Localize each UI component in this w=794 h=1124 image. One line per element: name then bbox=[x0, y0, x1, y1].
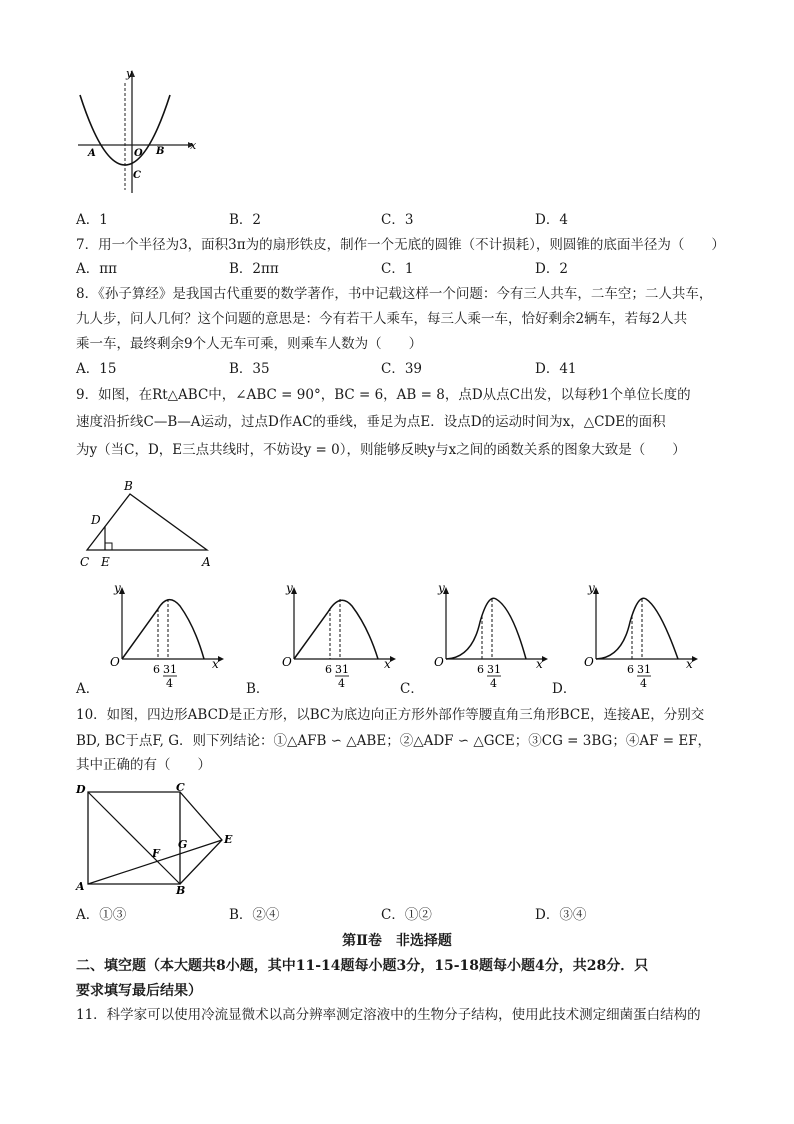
q10-label-E: E bbox=[224, 833, 233, 846]
q9b-label-O: O bbox=[282, 655, 292, 669]
q7-option-b: B．2ππ bbox=[229, 261, 279, 277]
q9-tri-label-B: B bbox=[124, 479, 133, 493]
q9-option-a: A． bbox=[76, 681, 100, 697]
q9-triangle-figure bbox=[72, 474, 222, 574]
q9c-curve bbox=[446, 598, 526, 659]
q9b-x-arrow bbox=[390, 656, 396, 662]
q10-label-C: C bbox=[176, 781, 185, 794]
q9c-label-O: O bbox=[434, 655, 444, 669]
section-title: 第Ⅱ卷 非选择题 bbox=[342, 933, 452, 949]
q8-option-b: B．35 bbox=[229, 361, 270, 377]
q9-option-c: C． bbox=[400, 681, 424, 697]
q6-option-a: A．1 bbox=[76, 212, 108, 228]
q8-option-c: C．39 bbox=[381, 361, 423, 377]
q9c-label-31: 31 bbox=[487, 663, 501, 676]
q9b-label-31: 31 bbox=[335, 663, 349, 676]
q9a-label-31: 31 bbox=[163, 663, 177, 676]
q10-option-b: B．②④ bbox=[229, 907, 280, 923]
q10-diagonal-BD bbox=[88, 792, 180, 884]
q9a-x-arrow bbox=[218, 656, 224, 662]
part2-heading-line2: 要求填写最后结果） bbox=[76, 983, 202, 999]
q10-label-G: G bbox=[178, 838, 188, 851]
q9-stem-line1: 9．如图，在Rt△ABC中，∠ABC = 90°，BC = 6，AB = 8，点D从点C出发，以每秒1个单位长度的 bbox=[76, 387, 691, 403]
q9c-x-arrow bbox=[542, 656, 548, 662]
q9d-label-31: 31 bbox=[637, 663, 651, 676]
q9a-label-4: 4 bbox=[166, 677, 173, 690]
q7-option-a: A．ππ bbox=[76, 261, 117, 277]
q9b-label-x: x bbox=[384, 657, 391, 671]
q10-option-c: C．①② bbox=[381, 907, 432, 923]
q9a-label-6: 6 bbox=[153, 663, 160, 676]
q9b-curve bbox=[294, 600, 378, 659]
q6-label-y: y bbox=[126, 67, 133, 80]
q9c-label-x: x bbox=[536, 657, 543, 671]
q10-label-B: B bbox=[176, 884, 186, 895]
q9-graph-d bbox=[574, 582, 704, 692]
q10-square-figure bbox=[70, 780, 245, 895]
q9d-x-arrow bbox=[692, 656, 698, 662]
q10-option-d: D．③④ bbox=[535, 907, 587, 923]
q9c-label-6: 6 bbox=[477, 663, 484, 676]
q9a-label-O: O bbox=[110, 655, 120, 669]
q9-option-d: D． bbox=[552, 681, 577, 697]
q9-stem-line3: 为y（当C，D，E三点共线时，不妨设y = 0），则能够反映y与x之间的函数关系的图象大致是（ ） bbox=[76, 442, 686, 458]
q9a-label-x: x bbox=[212, 657, 219, 671]
q9c-label-y: y bbox=[438, 582, 445, 595]
q8-option-a: A．15 bbox=[76, 361, 117, 377]
q6-parabola-figure bbox=[70, 65, 200, 195]
q9b-label-4: 4 bbox=[338, 677, 345, 690]
q11-stem-line1: 11．科学家可以使用冷流显微术以高分辨率测定溶液中的生物分子结构，使用此技术测定细菌蛋白结构的 bbox=[76, 1007, 701, 1023]
q9d-label-O: O bbox=[584, 655, 594, 669]
q7-option-d: D．2 bbox=[535, 261, 568, 277]
q9-right-angle-mark bbox=[105, 543, 112, 550]
q8-stem-line3: 乘一车，最终剩余9个人无车可乘，则乘车人数为（ ） bbox=[76, 336, 423, 352]
q10-label-F: F bbox=[152, 847, 160, 860]
q9a-curve bbox=[122, 600, 204, 659]
q9-option-b: B． bbox=[246, 681, 270, 697]
q10-stem-line2: BD, BC于点F, G．则下列结论：①△AFB ∽ △ABE；②△ADF ∽ △GCE；③CG = 3BG；④AF = EF， bbox=[76, 733, 712, 749]
q6-label-C: C bbox=[133, 170, 141, 181]
q10-label-D: D bbox=[76, 783, 86, 796]
q9-graph-a bbox=[100, 582, 230, 692]
part2-heading-line1: 二、填空题（本大题共8小题，其中11-14题每小题3分，15-18题每小题4分，共28分．只 bbox=[76, 958, 649, 974]
q9d-curve bbox=[596, 598, 678, 659]
q6-label-x: x bbox=[190, 139, 197, 152]
q7-stem-line1: 7．用一个半径为3，面积3π为的扇形铁皮，制作一个无底的圆锥（不计损耗），则圆锥的底面半径为（ ） bbox=[76, 237, 725, 253]
q9d-label-y: y bbox=[588, 582, 595, 595]
q10-stem-line3: 其中正确的有（ ） bbox=[76, 757, 211, 773]
q9-graph-c bbox=[424, 582, 554, 692]
q9a-label-y: y bbox=[114, 582, 121, 595]
q9-tri-label-C: C bbox=[80, 555, 90, 569]
q6-option-c: C．3 bbox=[381, 212, 414, 228]
q7-option-c: C．1 bbox=[381, 261, 414, 277]
q6-label-O: O bbox=[134, 148, 143, 159]
q10-stem-line1: 10．如图，四边形ABCD是正方形，以BC为底边向正方形外部作等腰直角三角形BCE，连接AE，分别交 bbox=[76, 707, 705, 723]
q9b-label-y: y bbox=[286, 582, 293, 595]
q9-stem-line2: 速度沿折线C—B—A运动，过点D作AC的垂线，垂足为点E．设点D的运动时间为x，△CDE的面积 bbox=[76, 414, 666, 430]
q9d-label-4: 4 bbox=[640, 677, 647, 690]
q9b-label-6: 6 bbox=[325, 663, 332, 676]
q9-graph-b bbox=[272, 582, 402, 692]
q9c-label-4: 4 bbox=[490, 677, 497, 690]
q9d-label-6: 6 bbox=[627, 663, 634, 676]
q6-label-A: A bbox=[88, 148, 96, 159]
q8-stem-line1: 8．《孙子算经》是我国古代重要的数学著作，书中记载这样一个问题：今有三人共车，二车空；二人共车， bbox=[76, 286, 713, 302]
q10-label-A: A bbox=[76, 880, 85, 893]
q10-option-a: A．①③ bbox=[76, 907, 127, 923]
q9-tri-label-A: A bbox=[202, 555, 211, 569]
q9d-label-x: x bbox=[686, 657, 693, 671]
q9-tri-label-E: E bbox=[101, 555, 110, 569]
q9-tri-label-D: D bbox=[91, 513, 101, 527]
q8-option-d: D．41 bbox=[535, 361, 577, 377]
q6-option-b: B．2 bbox=[229, 212, 262, 228]
q6-option-d: D．4 bbox=[535, 212, 568, 228]
q8-stem-line2: 九人步，问人几何？这个问题的意思是：今有若干人乘车，每三人乘一车，恰好剩余2辆车，若每2人共 bbox=[76, 311, 688, 327]
q6-label-B: B bbox=[156, 146, 165, 157]
